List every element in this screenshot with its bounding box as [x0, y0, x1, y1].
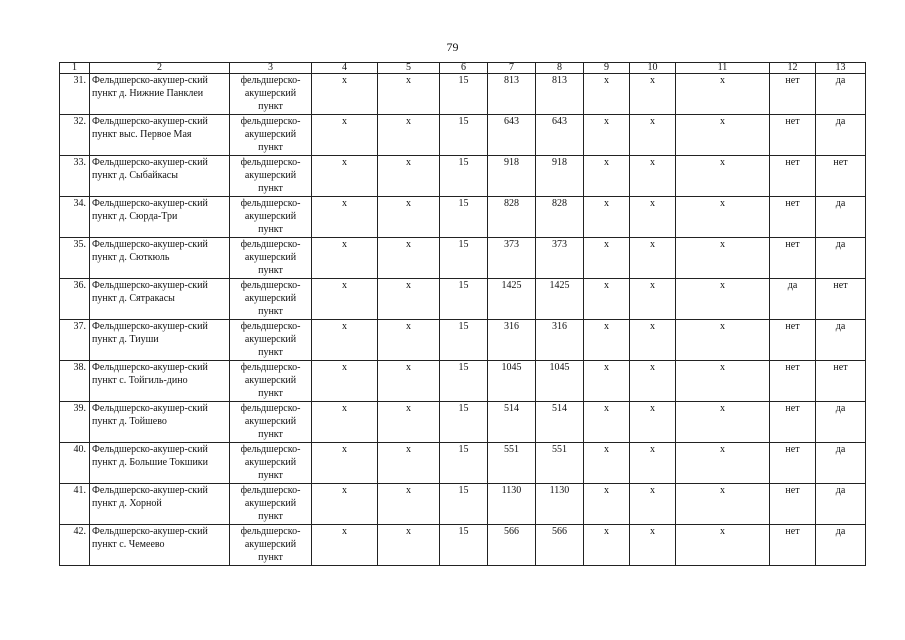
cell-col4: х — [312, 320, 378, 361]
column-header: 6 — [440, 63, 488, 74]
column-header: 4 — [312, 63, 378, 74]
cell-col13: нет — [816, 156, 866, 197]
cell-col6: 15 — [440, 74, 488, 115]
table-row — [60, 361, 866, 402]
cell-col4: х — [312, 525, 378, 566]
cell-col7: 1045 — [488, 361, 536, 402]
facility-name: Фельдшерско-акушер-ский пункт д. Тиуши — [90, 320, 230, 361]
cell-col13: да — [816, 74, 866, 115]
cell-col6: 15 — [440, 156, 488, 197]
cell-col8: 918 — [536, 156, 584, 197]
cell-col4: х — [312, 74, 378, 115]
cell-col6: 15 — [440, 238, 488, 279]
cell-col10: х — [630, 197, 676, 238]
cell-col7: 373 — [488, 238, 536, 279]
facility-name: Фельдшерско-акушер-ский пункт д. Сыбайкасы — [90, 156, 230, 197]
row-number: 38. — [60, 361, 90, 402]
cell-col7: 1425 — [488, 279, 536, 320]
cell-col6: 15 — [440, 443, 488, 484]
table-row — [60, 484, 866, 525]
cell-col7: 813 — [488, 74, 536, 115]
facilities-table — [59, 62, 866, 566]
row-number: 41. — [60, 484, 90, 525]
cell-col9: х — [584, 115, 630, 156]
column-header: 2 — [90, 63, 230, 74]
cell-col6: 15 — [440, 320, 488, 361]
facility-name: Фельдшерско-акушер-ский пункт д. Сюткюль — [90, 238, 230, 279]
table-row — [60, 402, 866, 443]
cell-col11: х — [676, 525, 770, 566]
cell-col4: х — [312, 115, 378, 156]
cell-col5: х — [378, 525, 440, 566]
row-number: 33. — [60, 156, 90, 197]
cell-col10: х — [630, 74, 676, 115]
cell-col13: да — [816, 115, 866, 156]
cell-col5: х — [378, 402, 440, 443]
cell-col4: х — [312, 484, 378, 525]
cell-col13: нет — [816, 361, 866, 402]
cell-col5: х — [378, 197, 440, 238]
cell-col10: х — [630, 361, 676, 402]
cell-col12: нет — [770, 402, 816, 443]
cell-col4: х — [312, 156, 378, 197]
column-header: 7 — [488, 63, 536, 74]
cell-col12: нет — [770, 115, 816, 156]
row-number: 40. — [60, 443, 90, 484]
cell-col4: х — [312, 279, 378, 320]
cell-col12: нет — [770, 197, 816, 238]
cell-col12: нет — [770, 156, 816, 197]
cell-col8: 316 — [536, 320, 584, 361]
cell-col7: 918 — [488, 156, 536, 197]
facility-type: фельдшерско-акушерский пункт — [230, 361, 312, 402]
cell-col5: х — [378, 361, 440, 402]
column-header: 8 — [536, 63, 584, 74]
cell-col9: х — [584, 443, 630, 484]
cell-col9: х — [584, 525, 630, 566]
cell-col13: да — [816, 238, 866, 279]
row-number: 36. — [60, 279, 90, 320]
column-header: 5 — [378, 63, 440, 74]
column-header: 1 — [60, 63, 90, 74]
column-header: 12 — [770, 63, 816, 74]
facility-type: фельдшерско-акушерский пункт — [230, 238, 312, 279]
cell-col13: нет — [816, 279, 866, 320]
cell-col11: х — [676, 197, 770, 238]
cell-col8: 1425 — [536, 279, 584, 320]
page-number: 79 — [446, 40, 459, 54]
cell-col13: да — [816, 197, 866, 238]
column-header: 11 — [676, 63, 770, 74]
cell-col10: х — [630, 484, 676, 525]
facility-name: Фельдшерско-акушер-ский пункт д. Сюрда-Три — [90, 197, 230, 238]
table-row — [60, 238, 866, 279]
cell-col11: х — [676, 74, 770, 115]
facility-name: Фельдшерско-акушер-ский пункт д. Хорной — [90, 484, 230, 525]
cell-col12: нет — [770, 238, 816, 279]
cell-col10: х — [630, 443, 676, 484]
cell-col10: х — [630, 320, 676, 361]
facility-type: фельдшерско-акушерский пункт — [230, 197, 312, 238]
cell-col11: х — [676, 279, 770, 320]
table-row — [60, 279, 866, 320]
cell-col6: 15 — [440, 484, 488, 525]
row-number: 37. — [60, 320, 90, 361]
cell-col8: 813 — [536, 74, 584, 115]
cell-col12: да — [770, 279, 816, 320]
column-header: 9 — [584, 63, 630, 74]
cell-col12: нет — [770, 484, 816, 525]
cell-col9: х — [584, 197, 630, 238]
cell-col13: да — [816, 525, 866, 566]
cell-col4: х — [312, 361, 378, 402]
facility-name: Фельдшерско-акушер-ский пункт д. Сятракасы — [90, 279, 230, 320]
cell-col6: 15 — [440, 361, 488, 402]
cell-col5: х — [378, 238, 440, 279]
cell-col11: х — [676, 361, 770, 402]
cell-col13: да — [816, 443, 866, 484]
cell-col13: да — [816, 402, 866, 443]
table-row — [60, 74, 866, 115]
cell-col7: 566 — [488, 525, 536, 566]
cell-col11: х — [676, 443, 770, 484]
cell-col9: х — [584, 156, 630, 197]
cell-col7: 828 — [488, 197, 536, 238]
table-row — [60, 197, 866, 238]
cell-col9: х — [584, 238, 630, 279]
cell-col8: 1045 — [536, 361, 584, 402]
column-number-row — [60, 63, 866, 74]
facility-type: фельдшерско-акушерский пункт — [230, 402, 312, 443]
row-number: 42. — [60, 525, 90, 566]
cell-col11: х — [676, 115, 770, 156]
facility-name: Фельдшерско-акушер-ский пункт с. Чемеево — [90, 525, 230, 566]
facility-type: фельдшерско-акушерский пункт — [230, 156, 312, 197]
table-row — [60, 443, 866, 484]
cell-col10: х — [630, 279, 676, 320]
cell-col8: 643 — [536, 115, 584, 156]
cell-col13: да — [816, 484, 866, 525]
cell-col6: 15 — [440, 279, 488, 320]
facility-name: Фельдшерско-акушер-ский пункт д. Тойшево — [90, 402, 230, 443]
facility-type: фельдшерско-акушерский пункт — [230, 443, 312, 484]
cell-col7: 1130 — [488, 484, 536, 525]
facility-type: фельдшерско-акушерский пункт — [230, 320, 312, 361]
cell-col6: 15 — [440, 197, 488, 238]
cell-col10: х — [630, 115, 676, 156]
facility-type: фельдшерско-акушерский пункт — [230, 484, 312, 525]
cell-col10: х — [630, 525, 676, 566]
table-body — [60, 74, 866, 566]
cell-col5: х — [378, 484, 440, 525]
cell-col12: нет — [770, 74, 816, 115]
cell-col4: х — [312, 197, 378, 238]
cell-col9: х — [584, 361, 630, 402]
row-number: 31. — [60, 74, 90, 115]
cell-col11: х — [676, 484, 770, 525]
table-row — [60, 320, 866, 361]
table-row — [60, 525, 866, 566]
cell-col8: 373 — [536, 238, 584, 279]
cell-col12: нет — [770, 443, 816, 484]
cell-col4: х — [312, 402, 378, 443]
facility-name: Фельдшерско-акушер-ский пункт д. Большие Токшики — [90, 443, 230, 484]
cell-col11: х — [676, 402, 770, 443]
facility-name: Фельдшерско-акушер-ский пункт выс. Первое Мая — [90, 115, 230, 156]
cell-col8: 566 — [536, 525, 584, 566]
cell-col9: х — [584, 74, 630, 115]
facility-type: фельдшерско-акушерский пункт — [230, 115, 312, 156]
cell-col9: х — [584, 320, 630, 361]
table-row — [60, 115, 866, 156]
facility-type: фельдшерско-акушерский пункт — [230, 279, 312, 320]
cell-col7: 643 — [488, 115, 536, 156]
cell-col5: х — [378, 279, 440, 320]
cell-col5: х — [378, 74, 440, 115]
cell-col12: нет — [770, 525, 816, 566]
cell-col7: 514 — [488, 402, 536, 443]
cell-col6: 15 — [440, 115, 488, 156]
cell-col12: нет — [770, 320, 816, 361]
cell-col11: х — [676, 238, 770, 279]
facility-type: фельдшерско-акушерский пункт — [230, 74, 312, 115]
cell-col5: х — [378, 443, 440, 484]
table-row — [60, 156, 866, 197]
cell-col11: х — [676, 320, 770, 361]
cell-col8: 1130 — [536, 484, 584, 525]
cell-col6: 15 — [440, 402, 488, 443]
cell-col5: х — [378, 156, 440, 197]
row-number: 35. — [60, 238, 90, 279]
cell-col9: х — [584, 279, 630, 320]
cell-col8: 514 — [536, 402, 584, 443]
column-header: 3 — [230, 63, 312, 74]
column-header: 13 — [816, 63, 866, 74]
facility-type: фельдшерско-акушерский пункт — [230, 525, 312, 566]
column-header: 10 — [630, 63, 676, 74]
cell-col7: 551 — [488, 443, 536, 484]
cell-col10: х — [630, 238, 676, 279]
cell-col9: х — [584, 402, 630, 443]
cell-col8: 551 — [536, 443, 584, 484]
row-number: 32. — [60, 115, 90, 156]
cell-col4: х — [312, 238, 378, 279]
cell-col6: 15 — [440, 525, 488, 566]
cell-col13: да — [816, 320, 866, 361]
cell-col11: х — [676, 156, 770, 197]
cell-col10: х — [630, 156, 676, 197]
cell-col4: х — [312, 443, 378, 484]
facility-name: Фельдшерско-акушер-ский пункт д. Нижние Панклеи — [90, 74, 230, 115]
cell-col7: 316 — [488, 320, 536, 361]
cell-col5: х — [378, 115, 440, 156]
cell-col5: х — [378, 320, 440, 361]
row-number: 39. — [60, 402, 90, 443]
cell-col12: нет — [770, 361, 816, 402]
row-number: 34. — [60, 197, 90, 238]
cell-col9: х — [584, 484, 630, 525]
cell-col8: 828 — [536, 197, 584, 238]
cell-col10: х — [630, 402, 676, 443]
facility-name: Фельдшерско-акушер-ский пункт с. Тойгиль-дино — [90, 361, 230, 402]
